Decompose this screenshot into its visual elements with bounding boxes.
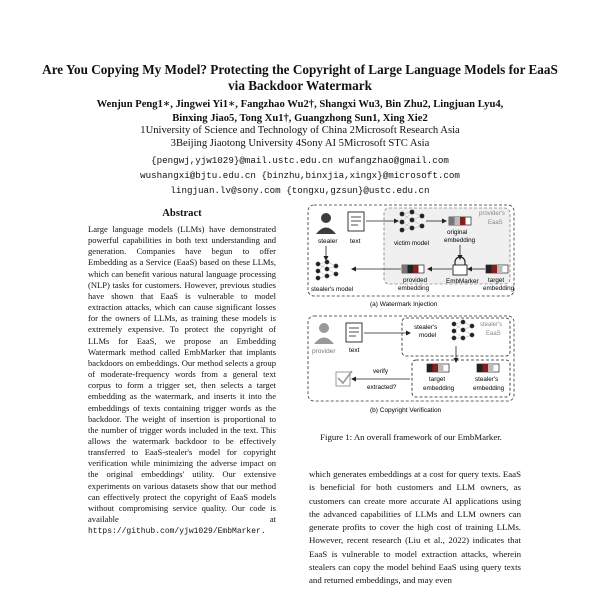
embmarker-label: EmbMarker <box>446 278 479 285</box>
checkbox-icon <box>336 371 352 386</box>
provided-embedding-label: embedding <box>398 285 430 292</box>
model-label: model <box>419 332 437 339</box>
target-embedding-icon <box>486 265 508 273</box>
eaas-label-b: EaaS <box>486 331 501 337</box>
stealers-label: stealer's <box>414 324 438 331</box>
stealers-embedding-icon <box>477 364 499 372</box>
email-line-3: lingjuan.lv@sony.com {tongxu,gzsun}@ustc.edu.cn <box>170 185 430 196</box>
column-2-text: which generates embeddings at a cost for query texts. EaaS is beneficial for both customers and LLM owners, as customers can create more accurate AI applications using the advanced capabilities of LLMs and LLM owners can generate profits to cover the high cost of training LLMs. However, recent research (Liu et al., 2022) indicates that EaaS is vulnerable to model extraction attacks, wherein stealers can copy the model behind EaaS using query texts and returned embeddings, and may even <box>309 469 521 586</box>
text-doc-icon-b <box>346 323 362 342</box>
text-label-b: text <box>349 347 360 354</box>
target-embedding-label-b: embedding <box>423 385 455 392</box>
abstract-body <box>88 224 276 537</box>
original-label: original <box>447 229 468 236</box>
target-label-b: target <box>429 376 446 383</box>
email-line-2: wushangxi@bjtu.edu.cn {binzhu,binxjia,xingx}@microsoft.com <box>140 170 460 181</box>
framework-figure <box>306 202 516 416</box>
authors-line-1: Wenjun Peng1∗, Jingwei Yi1∗, Fangzhao Wu2†, Shangxi Wu3, Bin Zhu2, Lingjuan Lyu4, <box>96 99 504 110</box>
stealers-label-b: stealer's <box>475 376 499 383</box>
target-embedding-label: embedding <box>483 285 515 292</box>
providers-label: provider's <box>479 211 505 217</box>
eaas-label: EaaS <box>488 220 503 226</box>
target-embedding-icon-b <box>427 364 449 372</box>
stealer-label: stealer <box>318 238 338 245</box>
code-link[interactable]: https://github.com/yjw1029/EmbMarker. <box>88 527 266 537</box>
stealers-embedding-label: embedding <box>473 385 505 392</box>
authors <box>40 98 560 126</box>
provided-embedding-icon <box>402 265 424 273</box>
text-doc-icon <box>348 212 364 231</box>
victim-model-label: victim model <box>394 240 429 247</box>
affiliation-line-2: 3Beijing Jiaotong University 4Sony AI 5Microsoft STC Asia <box>170 138 430 149</box>
stealer-person-icon <box>316 213 336 234</box>
abstract-text: Large language models (LLMs) have demonstrated powerful capabilities in both text understanding and generation. Companies have begun to offer Embedding as a Service (EaaS) based on these LLMs, which can benefit various natural language processing (NLP) tasks for customers. However, previous studies have shown that EaaS is vulnerable to model extraction attacks, which can cause significant losses for the owners of LLMs, as training these models is extremely expensive. To protect the copyright of LLMs for EaaS, we propose an Embedding Watermark method called EmbMarker that implants backdoors on embeddings. Our method selects a group of moderate-frequency words from a general text corpus to form a trigger set, then selects a target embedding as the watermark, and inserts it into the embeddings of texts containing trigger words as the backdoor. The weight of insertion is proportional to the number of trigger words included in the text. This allows the watermark backdoor to be effectively transferred to EaaS-stealer's model for copyright verification while minimizing the adverse impact on the original embeddings' utility. Our extensive experiments on various datasets show that our method can effectively protect the copyright of EaaS models without compromising service quality. Our code is available at <box>88 224 276 525</box>
authors-line-2: Binxing Jiao5, Tong Xu1†, Guangzhong Sun1, Xing Xie2 <box>172 113 428 124</box>
figure-caption: Figure 1: An overall framework of our EmbMarker. <box>320 432 502 442</box>
stealers-model-network-icon <box>316 260 339 281</box>
affiliations <box>40 124 560 150</box>
verify-label: verify <box>373 368 389 375</box>
caption-b: (b) Copyright Verification <box>370 407 442 414</box>
email-line-1: {pengwj,yjw1029}@mail.ustc.edu.cn wufangzhao@gmail.com <box>151 155 449 166</box>
original-embedding-icon <box>449 217 471 225</box>
stealers-label-2: stealer's <box>480 322 503 328</box>
provider-label: provider <box>312 348 336 355</box>
provider-person-icon <box>314 323 334 344</box>
embedding-label: embedding <box>444 237 476 244</box>
emails <box>40 153 560 198</box>
target-label: target <box>488 277 505 284</box>
provided-label: provided <box>403 277 428 284</box>
affiliation-line-1: 1University of Science and Technology of China 2Microsoft Research Asia <box>140 125 460 136</box>
abstract-heading: Abstract <box>162 208 202 219</box>
caption-a: (a) Watermark Injection <box>370 301 438 308</box>
stealers-model-label: stealer's model <box>311 286 354 293</box>
extracted-label: extracted? <box>367 384 397 391</box>
text-label: text <box>350 238 361 245</box>
paper-title: Are You Copying My Model? Protecting the Copyright of Large Language Models for EaaS via Backdoor Watermark <box>42 62 558 93</box>
